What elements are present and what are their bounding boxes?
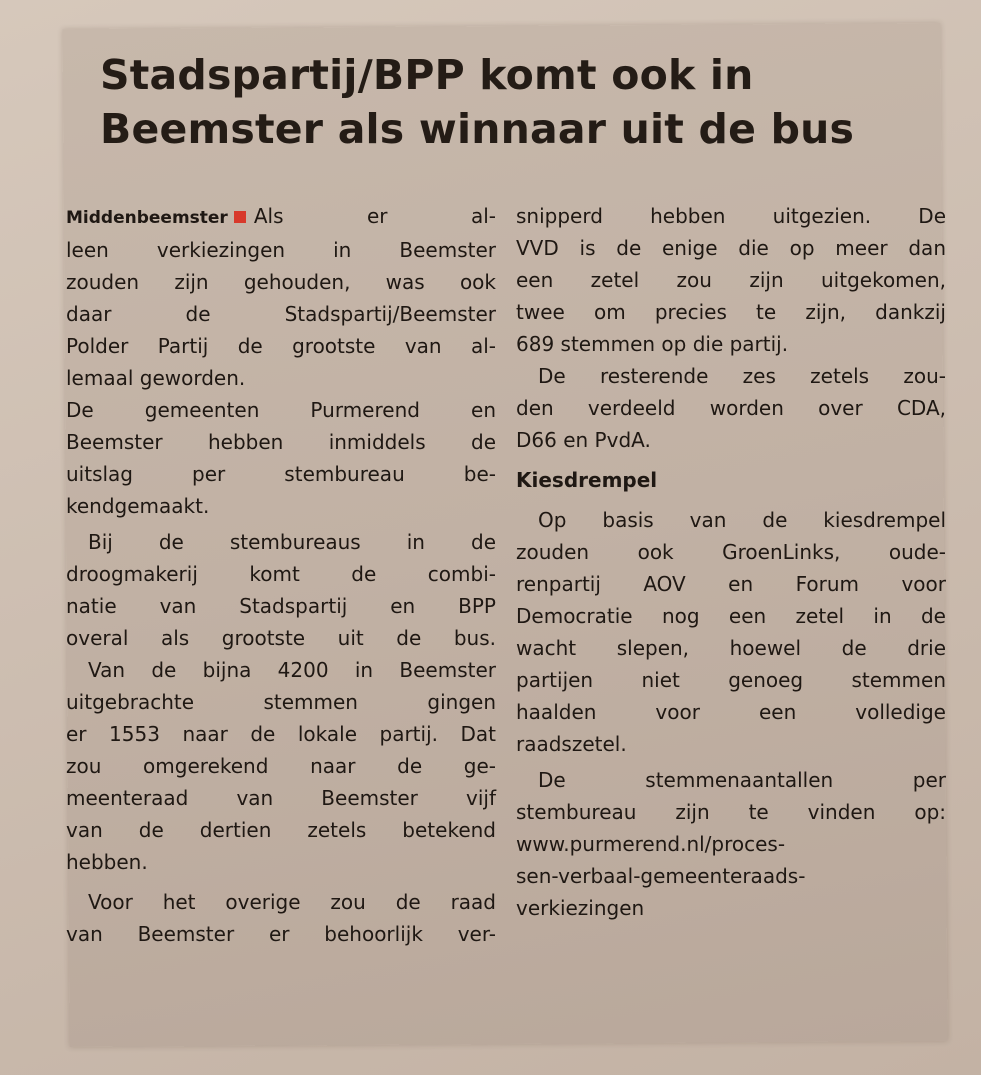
subheading-kiesdrempel: Kiesdrempel (516, 468, 658, 492)
body-line: hebben. (66, 850, 148, 874)
right-column (516, 200, 946, 924)
body-line: renpartij AOV en Forum voor (516, 572, 946, 596)
body-line: zouden ook GroenLinks, oude- (516, 540, 946, 564)
body-line: 689 stemmen op die partij. (516, 332, 789, 356)
article-headline (100, 48, 940, 156)
body-line: van de dertien zetels betekend (66, 818, 496, 842)
body-line: uitslag per stembureau be- (66, 462, 496, 486)
body-line: De stemmenaantallen per (538, 768, 946, 792)
body-line: Als er al- (253, 204, 496, 228)
body-line: wacht slepen, hoewel de drie (516, 636, 946, 660)
body-line: overal als grootste uit de bus. (66, 626, 496, 650)
headline-line-2: Beemster als winnaar uit de bus (100, 105, 855, 153)
body-line: zouden zijn gehouden, was ook (66, 270, 496, 294)
body-line: den verdeeld worden over CDA, (516, 396, 946, 420)
dateline: Middenbeemster (66, 208, 228, 228)
body-line: snipperd hebben uitgezien. De (516, 204, 946, 228)
body-line: Beemster hebben inmiddels de (66, 430, 496, 454)
body-line: Op basis van de kiesdrempel (538, 508, 946, 532)
headline-line-1: Stadspartij/BPP komt ook in (100, 51, 754, 99)
body-line: VVD is de enige die op meer dan (516, 236, 946, 260)
body-line: lemaal geworden. (66, 366, 246, 390)
body-line: Democratie nog een zetel in de (516, 604, 946, 628)
body-line: sen-verbaal-gemeenteraads- (516, 864, 806, 888)
dateline-square-icon (234, 211, 246, 223)
body-line: De gemeenten Purmerend en (66, 398, 496, 422)
body-line: leen verkiezingen in Beemster (66, 238, 496, 262)
body-line: haalden voor een volledige (516, 700, 946, 724)
body-line: stembureau zijn te vinden op: (516, 800, 946, 824)
body-line: kendgemaakt. (66, 494, 210, 518)
body-line: D66 en PvdA. (516, 428, 651, 452)
left-column (66, 200, 496, 950)
body-line: twee om precies te zijn, dankzij (516, 300, 946, 324)
body-line: Bij de stembureaus in de (88, 530, 496, 554)
body-line: verkiezingen (516, 896, 645, 920)
body-line: zou omgerekend naar de ge- (66, 754, 496, 778)
body-line: natie van Stadspartij en BPP (66, 594, 496, 618)
body-line: www.purmerend.nl/proces- (516, 832, 786, 856)
body-line: uitgebrachte stemmen gingen (66, 690, 496, 714)
body-line: daar de Stadspartij/Beemster (66, 302, 496, 326)
body-line: partijen niet genoeg stemmen (516, 668, 946, 692)
body-line: Van de bijna 4200 in Beemster (88, 658, 496, 682)
body-line: van Beemster er behoorlijk ver- (66, 922, 496, 946)
body-line: er 1553 naar de lokale partij. Dat (66, 722, 496, 746)
dateline-line (66, 200, 496, 234)
body-line: De resterende zes zetels zou- (538, 364, 946, 388)
body-line: Voor het overige zou de raad (88, 890, 496, 914)
body-line: droogmakerij komt de combi- (66, 562, 496, 586)
body-line: meenteraad van Beemster vijf (66, 786, 496, 810)
body-line: raadszetel. (516, 732, 627, 756)
body-line: Polder Partij de grootste van al- (66, 334, 496, 358)
body-line: een zetel zou zijn uitgekomen, (516, 268, 946, 292)
